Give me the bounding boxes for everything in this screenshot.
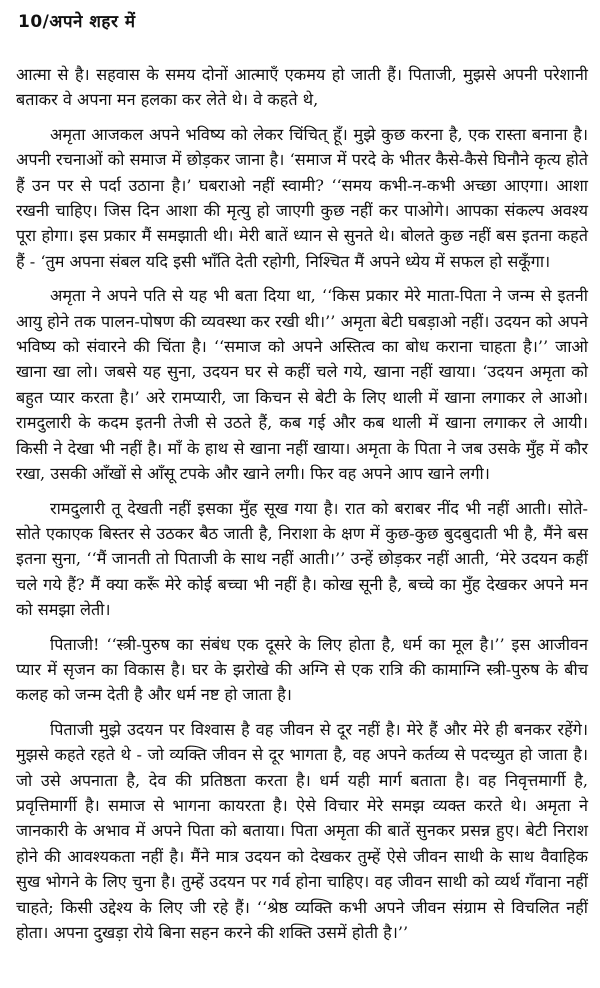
paragraph-6: पिताजी मुझे उदयन पर विश्वास है वह जीवन से दूर नहीं है। मेरे हैं और मेरे ही बनकर रहेंगे। मुझसे कहते रहते थे - जो व्यक्ति जीवन से दूर भागता है, वह अपने कर्तव्य से पदच्युत हो जाता है। जो उसे अपनाता है, देव की प्रतिष्ठता करता है। धर्म यही मार्ग बताता है। वह निवृत्तमार्गी है, प्रवृत्तिमार्गी है। समाज से भागना कायरता है। ऐसे विचार मेरे समझ व्यक्त करते थे। अमृता ने जानकारी के अभाव में अपने पिता को बताया। पिता अमृता की बातें सुनकर प्रसन्न हुए। बेटी निराश होने की आवश्यकता नहीं है। मैंने मात्र उदयन को देखकर तुम्हें ऐसे जीवन साथी के साथ वैवाहिक सुख भोगने के लिए चुना है। तुम्हें उदयन पर गर्व होना चाहिए। वह जीवन साथी को व्यर्थ गँवाना नहीं चाहते; किसी उद्देश्य के लिए जी रहे हैं। ‘‘श्रेष्ठ व्यक्ति कभी अपने जीवन संग्राम से विचलित नहीं होता। अपना दुखड़ा रोये बिना सहन करने की शक्ति उसमें होती है।’’	[16, 719, 588, 942]
paragraph-4: रामदुलारी तू देखती नहीं इसका मुँह सूख गया है। रात को बराबर नींद भी नहीं आती। सोते-सोते एकाएक बिस्तर से उठकर बैठ जाती है, निराशा के क्षण में कुछ-कुछ बुदबुदाती भी है, मैंने बस इतना सुना, ‘‘मैं जानती तो पिताजी के साथ नहीं आती।’’ उन्हें छोड़कर नहीं आती, ‘मेरे उदयन कहीं चले गये हैं? मैं क्या करूँ मेरे कोई बच्चा भी नहीं है। कोख सूनी है, बच्चे का मुँह देखकर अपने मन को समझा लेती।	[16, 498, 588, 620]
page-header: 10/अपने शहर में	[18, 12, 136, 32]
book-page	[16, 10, 588, 945]
paragraph-5: पिताजी! ‘‘स्त्री-पुरुष का संबंध एक दूसरे के लिए होता है, धर्म का मूल है।’’ इस आजीवन प्यार में सृजन का विकास है। घर के झरोखे की अग्नि से एक रात्रि की कामाग्नि स्त्री-पुरुष के बीच कलह को जन्म देती है और धर्म नष्ट हो जाता है।	[16, 634, 588, 705]
paragraph-3: अमृता ने अपने पति से यह भी बता दिया था, ‘‘किस प्रकार मेरे माता-पिता ने जन्म से इतनी आयु होने तक पालन-पोषण की व्यवस्था कर रखी थी।’’ अमृता बेटी घबड़ाओ नहीं। उदयन को अपने भविष्य को संवारने की चिंता है। ‘‘समाज को अपने अस्तित्व का बोध कराना चाहता है।’’ जाओ खाना खा लो। जबसे यह सुना, उदयन घर से कहीं चले गये, खाना नहीं खाया। ‘उदयन अमृता को बहुत प्यार करता है।’ अरे रामप्यारी, जा किचन से बेटी के लिए थाली में खाना लगाकर ले आओ। रामदुलारी के कदम इतनी तेजी से उठते हैं, कब गई और कब थाली में खाना लगाकर ले आयी। किसी ने देखा भी नहीं है। माँ के हाथ से खाना नहीं खाया। अमृता के पिता ने जब उसके मुँह में कौर रखा, उसकी आँखों से आँसू टपके और खाने लगी। फिर वह अपने आप खाने लगी।	[16, 286, 588, 484]
paragraph-2: अमृता आजकल अपने भविष्य को लेकर चिंचित् हूँ। मुझे कुछ करना है, एक रास्ता बनाना है। अपनी रचनाओं को समाज में छोड़कर जाना है। ‘समाज में परदे के भीतर कैसे-कैसे घिनौने कृत्य होते हैं उन पर से पर्दा उठाना है।’ घबराओ नहीं स्वामी? ‘‘समय कभी-न-कभी अच्छा आएगा। आशा रखनी चाहिए। जिस दिन आशा की मृत्यु हो जाएगी कुछ नहीं कर पाओगे। आपका संकल्प अवश्य पूरा होगा। इस प्रकार मैं समझाती थी। मेरी बातें ध्यान से सुनते थे। बोलते कुछ नहीं बस इतना कहते हैं - ‘तुम अपना संबल यदि इसी भाँति देती रहोगी, निश्चित मैं अपने ध्येय में सफल हो सकूँगा।	[16, 124, 588, 271]
paragraph-1: आत्मा से है। सहवास के समय दोनों आत्माएँ एकमय हो जाती हैं। पिताजी, मुझसे अपनी परेशानी बताकर वे अपना मन हलका कर लेते थे। वे कहते थे,	[16, 65, 588, 110]
